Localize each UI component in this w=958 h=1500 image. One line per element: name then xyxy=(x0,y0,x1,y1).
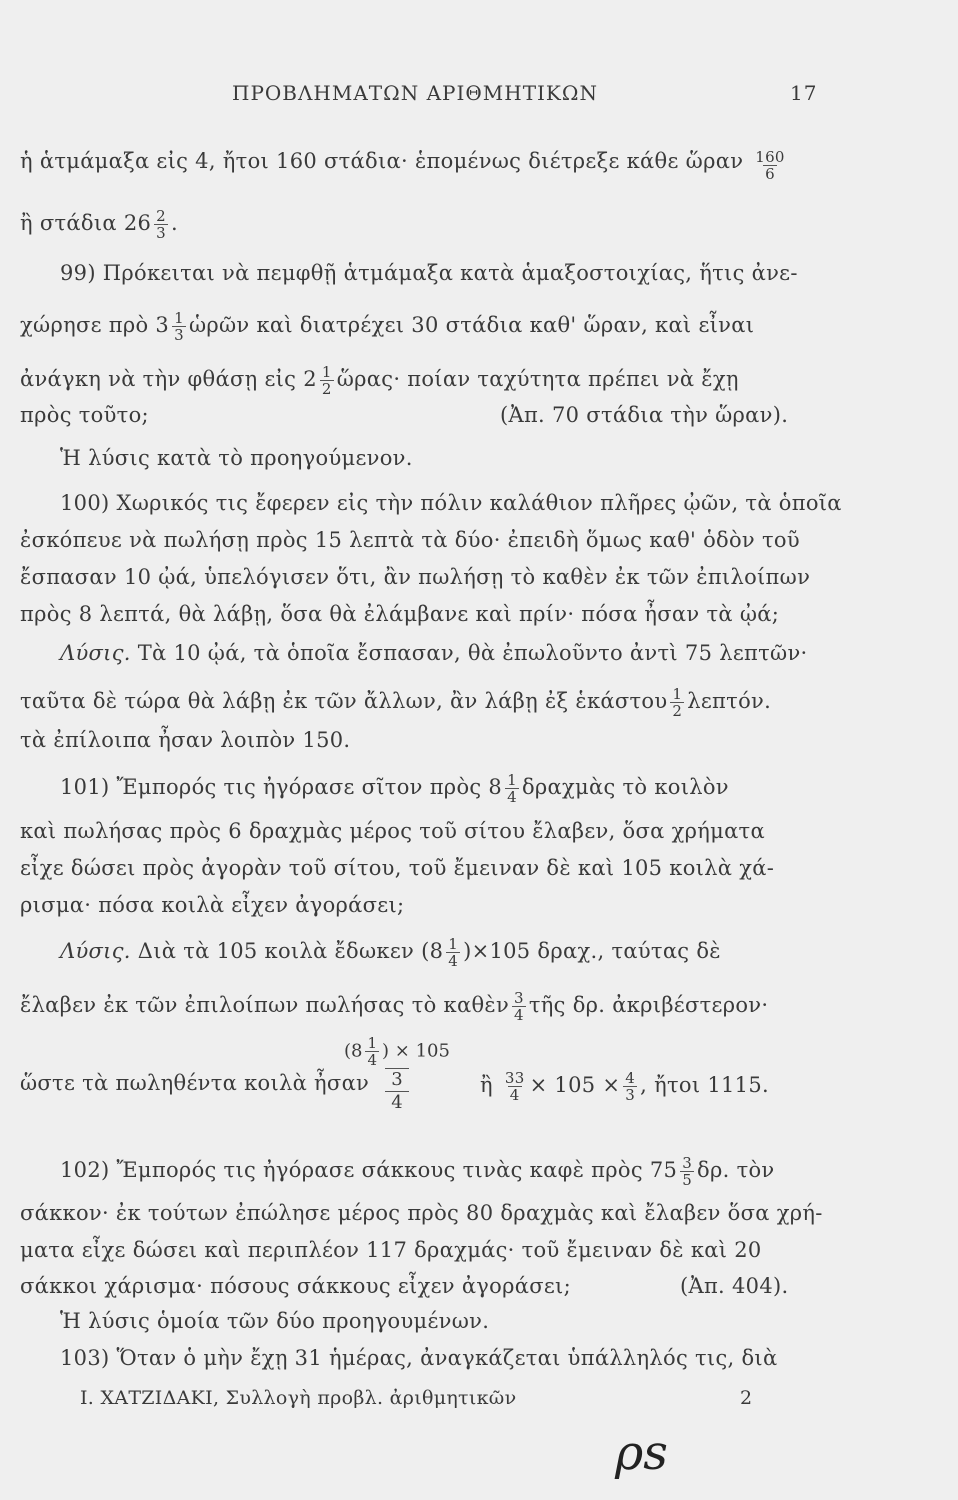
fraction: $\frac{1}{2}$ xyxy=(672,685,683,720)
running-title: ΠΡΟΒΛΗΜΑΤΩΝ ΑΡΙΘΜΗΤΙΚΩΝ xyxy=(232,81,598,105)
fraction: $\frac{1}{2}$ xyxy=(321,363,332,398)
text-line: ἢ στάδια 26 $\frac{2}{3}$ . xyxy=(20,207,178,242)
problem-100-line: 100) Χωρικός τις ἔφερεν εἰς τὴν πόλιν καλάθιον πλῆρες ᾠῶν, τὰ ὁποῖα xyxy=(60,491,842,515)
text-line: πρὸς 8 λεπτά, θὰ λάβῃ, ὅσα θὰ ἐλάμβανε καὶ πρίν· πόσα ἦσαν τὰ ᾠά; xyxy=(20,602,780,626)
fraction: $\frac{1}{4}$ xyxy=(448,935,459,970)
text-line: τὰ ἐπίλοιπα ἦσαν λοιπὸν 150. xyxy=(20,728,351,752)
handwritten-mark: ρs xyxy=(615,1425,668,1481)
page-number: 17 xyxy=(790,81,818,105)
text-line: ἀνάγκη νὰ τὴν φθάσῃ εἰς 2 $\frac{1}{2}$ ὥρας· ποίαν ταχύτητα πρέπει νὰ ἔχῃ xyxy=(20,363,739,398)
text-line: σάκκοι χάρισμα· πόσους σάκκους εἶχεν ἀγοράσει; xyxy=(20,1274,571,1298)
fraction: $\frac{3}{4}$ xyxy=(514,989,524,1024)
text-line: ταῦτα δὲ τώρα θὰ λάβῃ ἐκ τῶν ἄλλων, ἂν λάβῃ ἐξ ἑκάστου $\frac{1}{2}$ λεπτόν. xyxy=(20,685,772,720)
text-line: ἔλαβεν ἐκ τῶν ἐπιλοίπων πωλήσας τὸ καθὲν $\frac{3}{4}$ τῆς δρ. ἀκριβέστερον· xyxy=(20,989,769,1024)
text-line: ἢ $\frac{33}{4}$ × 105 × $\frac{4}{3}$ , ἤτοι 1115. xyxy=(480,1069,769,1104)
fraction: $\frac{160}{6}$ xyxy=(755,148,785,183)
text-line: ματα εἶχε δώσει καὶ περιπλέον 117 δραχμάς· τοῦ ἔμειναν δὲ καὶ 20 xyxy=(20,1238,762,1262)
text-line: Λύσις. Διὰ τὰ 105 κοιλὰ ἔδωκεν (8 $\frac{1}{4}$ )×105 δραχ., ταύτας δὲ xyxy=(60,935,721,970)
problem-99-line: 99) Πρόκειται νὰ πεμφθῇ ἁτμάμαξα κατὰ ἁμαξοστοιχίας, ἥτις ἀνε- xyxy=(60,261,798,285)
answer: (Ἀπ. 404). xyxy=(680,1274,789,1298)
text-line: ὥστε τὰ πωληθέντα κοιλὰ ἦσαν xyxy=(20,1071,370,1095)
fraction: $\frac{1}{3}$ xyxy=(174,309,184,344)
text-line: ρισμα· πόσα κοιλὰ εἶχεν ἀγοράσει; xyxy=(20,893,405,917)
problem-103-line: 103) Ὅταν ὁ μὴν ἔχῃ 31 ἡμέρας, ἀναγκάζεται ὑπάλληλός τις, διὰ xyxy=(60,1346,778,1370)
text-line: χώρησε πρὸ 3 $\frac{1}{3}$ ὡρῶν καὶ διατρέχει 30 στάδια καθ' ὥραν, καὶ εἶναι xyxy=(20,309,755,344)
text-line: ἡ ἁτμάμαξα εἰς 4, ἤτοι 160 στάδια· ἑπομένως διέτρεξε κάθε ὥραν $\frac{160}{6}$ xyxy=(20,148,785,183)
text-line: ἐσκόπευε νὰ πωλήσῃ πρὸς 15 λεπτὰ τὰ δύο· ἐπειδὴ ὅμως καθ' ὁδὸν τοῦ xyxy=(20,528,800,552)
fraction: $\frac{33}{4}$ xyxy=(504,1069,525,1104)
problem-102-line: 102) Ἔμπορός τις ἠγόρασε σάκκους τινὰς καφὲ πρὸς 75 $\frac{3}{5}$ δρ. τὸν xyxy=(60,1154,775,1189)
answer: (Ἀπ. 70 στάδια τὴν ὥραν). xyxy=(500,403,789,427)
fraction: $\frac{3}{5}$ xyxy=(682,1154,693,1189)
signature-number: 2 xyxy=(740,1387,753,1409)
text-line: καὶ πωλήσας πρὸς 6 δραχμὰς μέρος τοῦ σίτου ἔλαβεν, ὅσα χρήματα xyxy=(20,819,765,843)
compound-fraction: (8 $\frac{1}{4}$ ) × 105 3 4 xyxy=(344,1034,450,1113)
text-line: Ἡ λύσις ὁμοία τῶν δύο προηγουμένων. xyxy=(60,1309,490,1333)
fraction: $\frac{2}{3}$ xyxy=(156,207,166,242)
text-line: Λύσις. Τὰ 10 ᾠά, τὰ ὁποῖα ἔσπασαν, θὰ ἐπωλοῦντο ἀντὶ 75 λεπτῶν· xyxy=(60,641,808,665)
footer-author: Ι. ΧΑΤΖΙΔΑΚΙ, Συλλογὴ προβλ. ἀριθμητικῶν xyxy=(80,1387,517,1409)
text-line: σάκκον· ἐκ τούτων ἐπώλησε μέρος πρὸς 80 δραχμὰς καὶ ἔλαβεν ὅσα χρή- xyxy=(20,1201,823,1225)
problem-101-line: 101) Ἔμπορός τις ἠγόρασε σῖτον πρὸς 8 $\frac{1}{4}$ δραχμὰς τὸ κοιλὸν xyxy=(60,771,729,806)
fraction: $\frac{1}{4}$ xyxy=(507,771,517,806)
fraction: $\frac{4}{3}$ xyxy=(625,1069,636,1104)
text-line: ἔσπασαν 10 ᾠά, ὑπελόγισεν ὅτι, ἂν πωλήσῃ τὸ καθὲν ἐκ τῶν ἐπιλοίπων xyxy=(20,565,811,589)
text-line: πρὸς τοῦτο; xyxy=(20,403,149,427)
text-line: Ἡ λύσις κατὰ τὸ προηγούμενον. xyxy=(60,446,413,470)
text-line: εἶχε δώσει πρὸς ἀγορὰν τοῦ σίτου, τοῦ ἔμειναν δὲ καὶ 105 κοιλὰ χά- xyxy=(20,856,775,880)
